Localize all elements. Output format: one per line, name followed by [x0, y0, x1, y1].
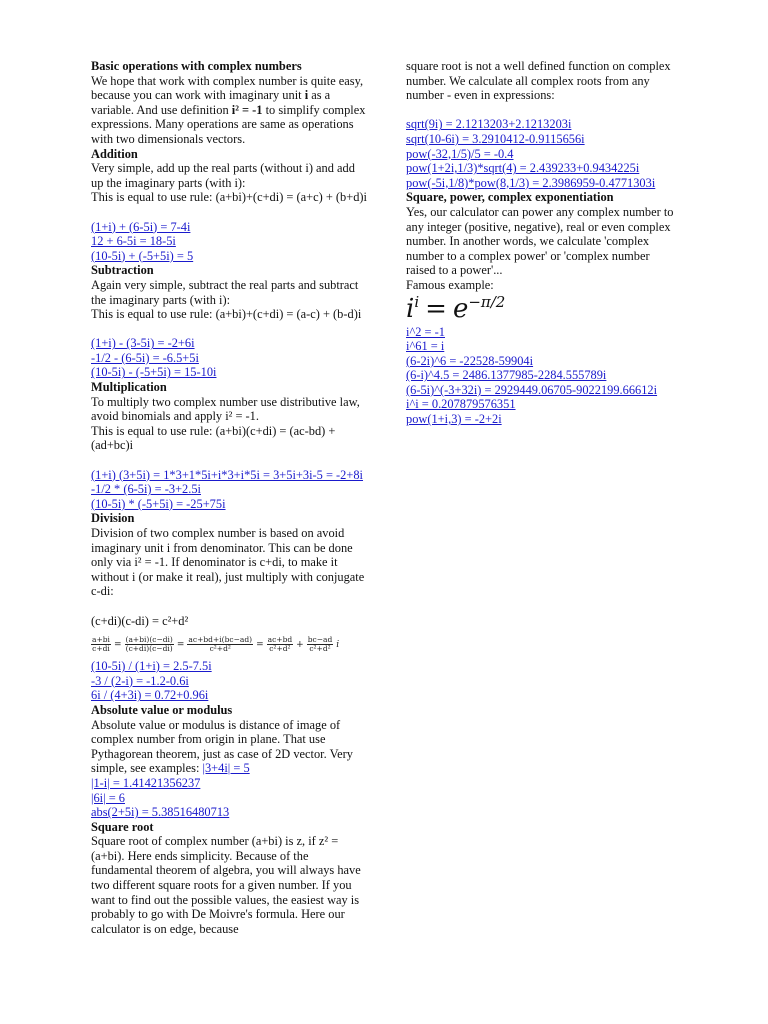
famous-example-formula	[406, 292, 678, 324]
example-link[interactable]: (1+i) - (3-5i) = -2+6i	[91, 336, 195, 351]
example-link[interactable]: (1+i) + (6-5i) = 7-4i	[91, 219, 191, 234]
subtraction-heading: Subtraction	[91, 263, 154, 278]
formula-num: a+bi	[92, 635, 110, 645]
square-root-examples	[406, 117, 678, 190]
example-link[interactable]: i^2 = -1	[406, 324, 445, 339]
right-column	[406, 59, 678, 427]
addition-heading: Addition	[91, 146, 138, 161]
square-root-continued-text: square root is not a well defined function on complex number. We calculate all complex roots from any number - even in expressions:	[406, 59, 671, 103]
example-link[interactable]: i^61 = i	[406, 339, 445, 354]
absolute-value-text	[91, 718, 369, 776]
example-link[interactable]: (1+i) (3+5i) = 1*3+1*5i+i*3+i*5i = 3+5i+3i-5 = -2+8i	[91, 467, 364, 482]
square-root-heading: Square root	[91, 819, 154, 834]
basic-i: i	[304, 88, 309, 103]
formula-equals: =	[425, 293, 447, 324]
formula-num: ac+bd+i(bc−ad)	[188, 635, 253, 645]
formula-den: c²+d²	[209, 644, 231, 654]
example-link[interactable]: pow(1+i,3) = -2+2i	[406, 412, 502, 427]
formula-base: i	[406, 293, 415, 324]
formula-rhs: e	[452, 293, 469, 324]
example-link[interactable]: (6-i)^4.5 = 2486.1377985-2284.555789i	[406, 368, 607, 383]
formula-suffix: i	[336, 639, 340, 650]
formula-exponent: i	[414, 292, 420, 311]
formula-num: ac+bd	[267, 635, 293, 645]
subtraction-rule: This is equal to use rule: (a+bi)+(c+di) = (a-c) + (b-d)i	[91, 307, 362, 322]
division-heading: Division	[91, 511, 135, 526]
absolute-value-heading: Absolute value or modulus	[91, 702, 233, 717]
example-link[interactable]: |3+4i| = 5	[202, 761, 250, 776]
famous-example-label: Famous example:	[406, 277, 494, 292]
formula-rhs-exponent: −π/2	[468, 292, 506, 311]
formula-eq: =	[113, 639, 122, 650]
division-formula	[91, 636, 369, 653]
division-text: Division of two complex number is based on avoid imaginary unit i from denominator. This can be done only via i² = -1. If denominator is c+di, to make it without i (or make it real), just multiply with conjugate c-di:	[91, 526, 365, 599]
subtraction-examples	[91, 336, 369, 380]
formula-eq: =	[176, 639, 185, 650]
example-link[interactable]: |1-i| = 1.41421356237	[91, 775, 201, 790]
basic-text-3: to simplify complex expressions. Many operations are same as operations with two dimensionals vectors.	[91, 102, 366, 146]
basic-definition: i² = -1	[231, 102, 263, 117]
formula-den: c+di	[92, 644, 110, 654]
multiplication-text: To multiply two complex number use distributive law, avoid binomials and apply i² = -1.	[91, 394, 360, 424]
formula-eq: =	[256, 639, 264, 650]
abs-text: Absolute value or modulus is distance of image of complex number from origin in plane. That use Pythagorean theorem, just as case of 2D vector. Very simple, see examples:	[91, 717, 353, 776]
example-link[interactable]: sqrt(9i) = 2.1213203+2.1213203i	[406, 117, 572, 132]
formula-den: (c+di)(c−di)	[125, 644, 173, 654]
example-link[interactable]: -1/2 * (6-5i) = -3+2.5i	[91, 482, 201, 497]
multiplication-examples	[91, 468, 369, 512]
division-examples	[91, 659, 369, 703]
example-link[interactable]: sqrt(10-6i) = 3.2910412-0.9115656i	[406, 131, 585, 146]
basic-operations-paragraph	[91, 74, 369, 147]
basic-text-1: We hope that work with complex number is quite easy, because you can work with imaginary unit	[91, 73, 364, 103]
example-link[interactable]: pow(1+2i,1/3)*sqrt(4) = 2.439233+0.9434225i	[406, 161, 640, 176]
example-link[interactable]: i^i = 0.207879576351	[406, 397, 516, 412]
example-link[interactable]: (6-2i)^6 = -22528-59904i	[406, 353, 534, 368]
example-link[interactable]: 6i / (4+3i) = 0.72+0.96i	[91, 688, 209, 703]
example-link[interactable]: pow(-32,1/5)/5 = -0.4	[406, 146, 514, 161]
example-link[interactable]: (10-5i) - (-5+5i) = 15-10i	[91, 365, 217, 380]
example-link[interactable]: |6i| = 6	[91, 790, 125, 805]
example-link[interactable]: -1/2 - (6-5i) = -6.5+5i	[91, 350, 199, 365]
division-identity: (c+di)(c-di) = c²+d²	[91, 613, 189, 628]
square-root-text: Square root of complex number (a+bi) is z, if z² = (a+bi). Here ends simplicity. Because of the fundamental theorem of algebra, you will always have two different square roots for a given number. If you want to find out the possible values, the easiest way is probably to go with De Moivre's formula. Here our calculator is on edge, because	[91, 834, 361, 936]
example-link[interactable]: pow(-5i,1/8)*pow(8,1/3) = 2.3986959-0.4771303i	[406, 175, 656, 190]
formula-den: c²+d²	[309, 644, 331, 654]
multiplication-heading: Multiplication	[91, 380, 167, 395]
example-link[interactable]: abs(2+5i) = 5.38516480713	[91, 805, 230, 820]
example-link[interactable]: -3 / (2-i) = -1.2-0.6i	[91, 673, 189, 688]
basic-operations-heading: Basic operations with complex numbers	[91, 59, 302, 73]
example-link[interactable]: (10-5i) / (1+i) = 2.5-7.5i	[91, 659, 212, 674]
addition-rule: This is equal to use rule: (a+bi)+(c+di) = (a+c) + (b+d)i	[91, 190, 367, 205]
absolute-value-examples	[91, 776, 369, 820]
addition-text: Very simple, add up the real parts (without i) and add up the imaginary parts (with i):	[91, 161, 355, 190]
formula-num: (a+bi)(c−di)	[125, 635, 173, 645]
subtraction-text: Again very simple, subtract the real parts and subtract the imaginary parts (with i):	[91, 277, 359, 307]
basic-text-2: as a variable. And use definition	[91, 88, 331, 117]
example-link[interactable]: (10-5i) * (-5+5i) = -25+75i	[91, 496, 226, 511]
power-heading: Square, power, complex exponentiation	[406, 190, 614, 205]
formula-num: bc−ad	[307, 635, 333, 645]
addition-examples	[91, 220, 369, 264]
power-examples	[406, 325, 678, 427]
multiplication-rule: This is equal to use rule: (a+bi)(c+di) = (ac-bd) + (ad+bc)i	[91, 423, 336, 453]
example-link[interactable]: (10-5i) + (-5+5i) = 5	[91, 248, 194, 263]
power-text: Yes, our calculator can power any complex number to any integer (positive, negative), real or even complex number. In another words, we calculate 'complex number to a complex power' or 'complex number raised to a power'...	[406, 204, 674, 278]
example-link[interactable]: (6-5i)^(-3+32i) = 2929449.06705-9022199.66612i	[406, 382, 658, 397]
left-column	[91, 59, 369, 936]
example-link[interactable]: 12 + 6-5i = 18-5i	[91, 234, 176, 249]
formula-plus: +	[296, 639, 304, 650]
formula-den: c²+d²	[269, 644, 291, 654]
